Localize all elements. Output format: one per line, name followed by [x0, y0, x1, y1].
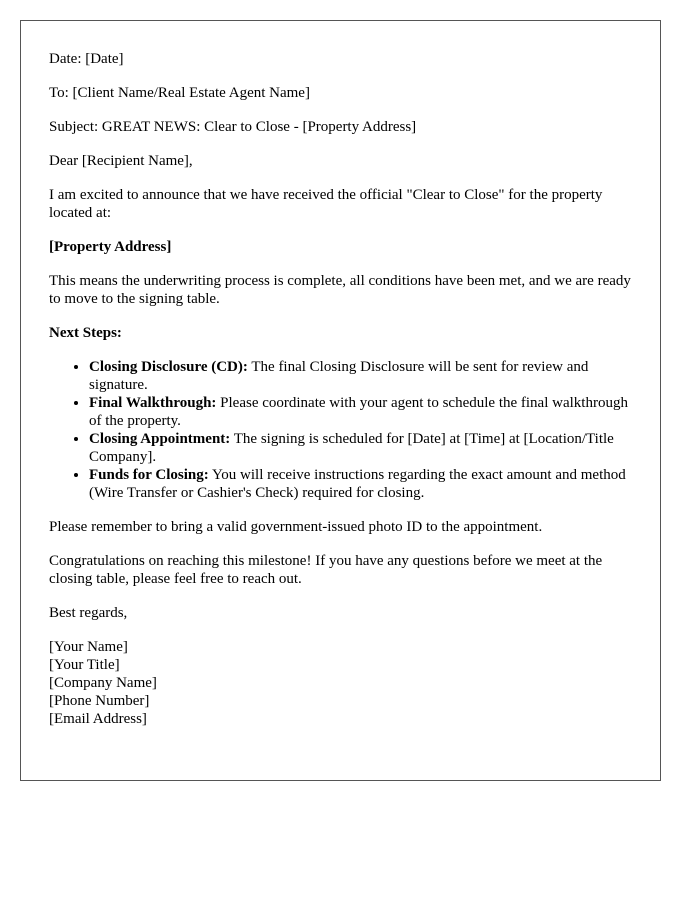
- list-item: [89, 466, 632, 502]
- list-item: [89, 358, 632, 394]
- step-title: Funds for Closing:: [89, 467, 209, 483]
- salutation: Dear [Recipient Name],: [49, 153, 193, 169]
- step-text: The signing is scheduled for [Date] at [Time] at [Location/Title Company].: [89, 431, 614, 465]
- signature-phone: [Phone Number]: [49, 693, 150, 709]
- signature-email: [Email Address]: [49, 711, 147, 727]
- step-title: Closing Disclosure (CD):: [89, 359, 248, 375]
- step-text: Please coordinate with your agent to schedule the final walkthrough of the property.: [89, 395, 628, 429]
- signature-name: [Your Name]: [49, 639, 128, 655]
- property-address: [Property Address]: [49, 239, 172, 255]
- subject-line: Subject: GREAT NEWS: Clear to Close - [Property Address]: [49, 119, 417, 135]
- next-steps-list: [49, 358, 632, 502]
- intro-paragraph: I am excited to announce that we have received the official "Clear to Close" for the property located at:: [49, 187, 603, 221]
- closing-phrase: Best regards,: [49, 605, 128, 621]
- letter-page: [20, 20, 661, 781]
- signature-block: [49, 638, 632, 728]
- next-steps-heading: Next Steps:: [49, 325, 122, 341]
- list-item: [89, 394, 632, 430]
- signature-title: [Your Title]: [49, 657, 120, 673]
- date-line: Date: [Date]: [49, 51, 124, 67]
- step-title: Final Walkthrough:: [89, 395, 217, 411]
- underwriting-paragraph: This means the underwriting process is complete, all conditions have been met, and we are ready to move to the signing table.: [49, 273, 631, 307]
- step-title: Closing Appointment:: [89, 431, 231, 447]
- step-text: The final Closing Disclosure will be sent for review and signature.: [89, 359, 589, 393]
- id-reminder: Please remember to bring a valid government-issued photo ID to the appointment.: [49, 519, 543, 535]
- list-item: [89, 430, 632, 466]
- signature-company: [Company Name]: [49, 675, 157, 691]
- recipient-line: To: [Client Name/Real Estate Agent Name]: [49, 85, 310, 101]
- step-text: You will receive instructions regarding the exact amount and method (Wire Transfer or Cashier's Check) required for closing.: [89, 467, 626, 501]
- congratulations-paragraph: Congratulations on reaching this milestone! If you have any questions before we meet at the closing table, please feel free to reach out.: [49, 553, 603, 587]
